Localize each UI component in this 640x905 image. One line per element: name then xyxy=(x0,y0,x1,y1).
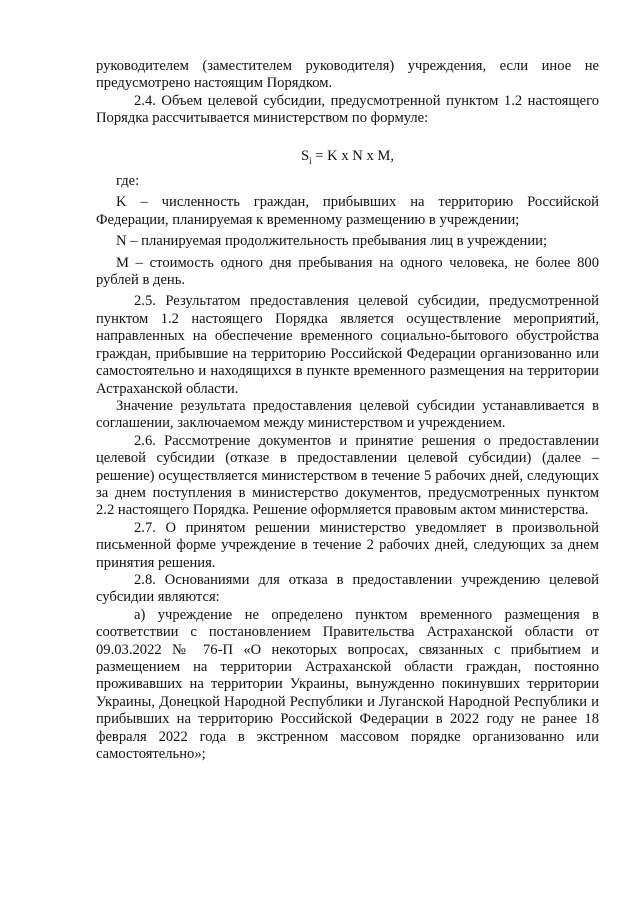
formula-rhs: = K x N x M, xyxy=(311,147,395,164)
definition-m: M – стоимость одного дня пребывания на одного человека, не более 800 рублей в день. xyxy=(96,254,599,289)
where-label: где: xyxy=(116,173,140,190)
paragraph-2-5: 2.5. Результатом предоставления целевой субсидии, предусмотренной пунктом 1.2 настоящего Порядка является осуществление мероприятий, направленных на обеспечение временного социально-бытового обустройства граждан, прибывшие на территорию Российской Федерации организованно или самостоятельно и находящихся в пункте временного размещения на территории Астраханской области. xyxy=(96,293,599,397)
paragraph-2-7: 2.7. О принятом решении министерство уведомляет в произвольной письменной форме учреждение в течение 2 рабочих дней, следующих за днем принятия решения. xyxy=(96,519,599,571)
formula-subscript: i xyxy=(309,155,312,166)
formula-lhs: S xyxy=(300,147,310,164)
paragraph-2-5-result-value: Значение результата предоставления целевой субсидии устанавливается в соглашении, заключаемом между министерством и учреждением. xyxy=(96,397,599,432)
paragraph-2-8: 2.8. Основаниями для отказа в предоставлении учреждению целевой субсидии являются: xyxy=(96,571,599,606)
paragraph-2-6: 2.6. Рассмотрение документов и принятие решения о предоставлении целевой субсидии (отказе в предоставлении целевой субсидии) (далее – решение) осуществляется министерством в течение 5 рабочих дней, следующих за днем поступления в министерство документов, предусмотренных пунктом 2.2 настоящего Порядка. Решение оформляется правовым актом министерства. xyxy=(96,432,599,519)
document-page xyxy=(96,58,599,763)
paragraph-2-8-a: а) учреждение не определено пунктом временного размещения в соответствии с постановлением Правительства Астраханской области от 09.03.2022 № 76-П «О некоторых вопросах, связанных с прибытием и размещением на территории Астраханской области граждан, постоянно проживавших на территории Украины, вынужденно покинувших территории Украины, Донецкой Народной Республики и Луганской Народной Республики и прибывших на территорию Российской Федерации в 2022 году не ранее 18 февраля 2022 года в экстренном массовом порядке организованно или самостоятельно»; xyxy=(96,606,599,763)
definition-k: K – численность граждан, прибывших на территорию Российской Федерации, планируемая к временному размещению в учреждении; xyxy=(96,194,599,228)
paragraph-2-4: 2.4. Объем целевой субсидии, предусмотренной пунктом 1.2 настоящего Порядка рассчитывается министерством по формуле: xyxy=(96,92,599,127)
paragraph-continuation: руководителем (заместителем руководителя) учреждения, если иное не предусмотрено настоящим Порядком. xyxy=(96,58,599,92)
definition-n: N – планируемая продолжительность пребывания лиц в учреждении; xyxy=(116,233,548,250)
subsidy-formula xyxy=(96,148,599,165)
